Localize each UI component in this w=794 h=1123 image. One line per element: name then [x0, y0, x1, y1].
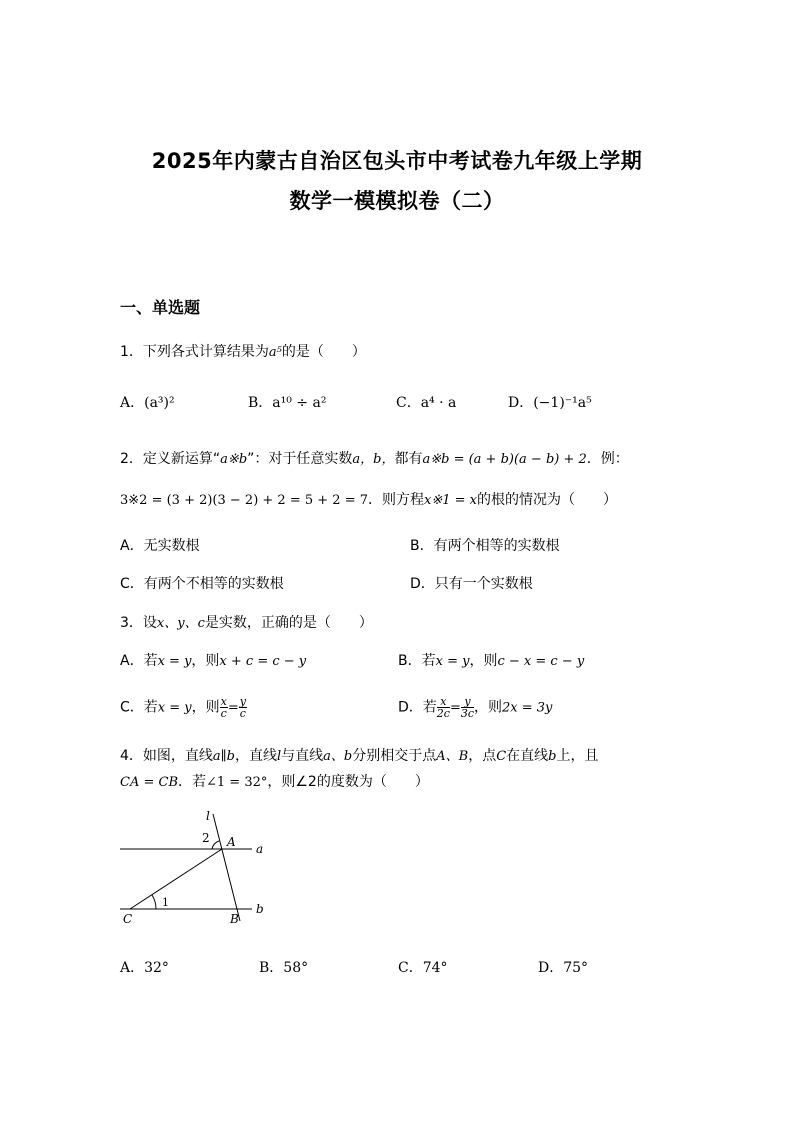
q4-line1-end: 上，且 [556, 748, 599, 764]
q3-c-eq: = [227, 700, 239, 716]
q4-line1-mid3: 分别相交于点 [352, 748, 437, 764]
q3-d-pre: D．若 [398, 699, 437, 716]
q2-line-1 [120, 448, 629, 468]
q4-line-l: l [277, 749, 282, 764]
q3-d-eq: = [449, 700, 461, 716]
q3-stem-vars: x、y、c [156, 616, 205, 631]
q2-equation: x※1 = x [424, 493, 477, 508]
q4-line1-pre: 4．如图，直线 [120, 748, 213, 764]
q3-d-frac2-den: 3c [460, 707, 475, 720]
q2-line1-pre: 2．定义新运算“ [120, 451, 221, 467]
angle-2-arc [212, 841, 219, 849]
q1-option-a: A．(a³)² [120, 395, 175, 411]
label-point-c: C [123, 912, 133, 926]
q4-angle-1: ∠1 = 32° [206, 775, 268, 790]
q4-line-1 [120, 745, 598, 765]
title-line-2: 数学一模模拟卷（二） [289, 189, 505, 213]
q3-option-b [398, 650, 584, 670]
q3-d-result: 2x = 3y [502, 700, 553, 716]
q4-option-d: D．75° [538, 960, 589, 976]
q1-stem-pre: 1．下列各式计算结果为 [120, 344, 269, 360]
q2-operator: a※b [220, 452, 248, 467]
q2-line1-mid: ”：对于任意实数 [247, 451, 353, 467]
q3-d-frac2-num: y [461, 696, 474, 708]
q2-option-d: D．只有一个实数根 [410, 576, 533, 592]
q3-option-d [398, 696, 552, 719]
q3-c-then: ，则 [191, 699, 220, 716]
q3-a-cond: x = y [157, 654, 192, 669]
q2-line1-have: 都有 [394, 451, 423, 467]
q1-option-b: B．a¹⁰ ÷ a² [248, 395, 327, 411]
q3-b-then: ，则 [469, 653, 498, 669]
q3-a-then: ，则 [191, 653, 220, 669]
q2-option-c: C．有两个不相等的实数根 [120, 576, 284, 592]
label-l: l [206, 809, 210, 823]
q4-line1-mid: ，直线 [235, 748, 277, 764]
q3-d-frac1-den: 2c [436, 707, 450, 720]
q4-line1-mid5: 在直线 [506, 748, 549, 764]
q3-c-pre: C．若 [120, 699, 158, 716]
q1-stem [120, 341, 366, 361]
q3-stem-pre: 3．设 [120, 615, 157, 631]
q3-c-frac2-den: c [239, 707, 246, 720]
q4-geometry-figure [110, 806, 280, 931]
angle-1-arc [152, 895, 156, 909]
q2-line2-post: ．则方程 [368, 492, 424, 508]
label-line-b: b [256, 902, 264, 916]
q2-definition: a※b = (a + b)(a − b) + 2 [422, 452, 587, 467]
q3-b-result: c − x = c − y [497, 654, 585, 669]
q3-a-pre: A．若 [120, 653, 158, 669]
q3-c-fraction-1 [220, 696, 228, 719]
q4-points-ab: A、B [436, 749, 469, 764]
q2-example: 3※2 = (3 + 2)(3 − 2) + 2 = 5 + 2 = 7 [120, 493, 368, 508]
label-angle-1: 1 [162, 896, 169, 909]
q3-stem [120, 612, 373, 632]
q4-parallel: a∥b [212, 749, 235, 764]
q4-ca-cb: CA = CB [120, 775, 178, 790]
q1-stem-expr: a⁵ [268, 345, 282, 360]
q3-option-c [120, 696, 247, 719]
q3-option-a [120, 650, 306, 670]
q4-option-b: B．58° [259, 960, 309, 976]
q2-option-a: A．无实数根 [120, 538, 200, 554]
title-line-1: 2025年内蒙古自治区包头市中考试卷九年级上学期 [151, 149, 643, 173]
q4-line-2 [120, 771, 429, 791]
q4-line2-end: ，则∠2的度数为（ ） [267, 774, 429, 790]
q4-point-c: C [496, 749, 507, 764]
q2-line2-end: 的根的情况为（ ） [476, 492, 617, 508]
segment-ca [130, 849, 222, 909]
q3-c-frac1-num: x [220, 695, 227, 708]
q1-stem-post: 的是（ ） [281, 344, 366, 360]
q3-d-fraction-1 [437, 696, 450, 719]
label-point-b: B [230, 912, 239, 926]
q3-c-frac2-num: y [239, 695, 246, 708]
q4-line1-mid4: ，点 [468, 748, 497, 764]
label-point-a: A [227, 835, 236, 849]
q1-option-d: D．(−1)⁻¹a⁵ [508, 395, 592, 411]
q3-d-frac1-num: x [437, 696, 450, 708]
q3-a-result: x + c = c − y [219, 654, 307, 669]
q4-line1-mid2: 与直线 [281, 748, 324, 764]
q2-option-b: B．有两个相等的实数根 [410, 538, 560, 554]
q4-lines-ab: a、b [323, 749, 353, 764]
q3-b-cond: x = y [435, 654, 470, 669]
q1-option-c: C．a⁴ · a [396, 395, 457, 411]
q4-option-a: A．32° [120, 960, 169, 976]
label-angle-2: 2 [202, 831, 210, 845]
q3-d-then: ，则 [474, 699, 503, 716]
q3-c-cond: x = y [157, 700, 192, 716]
line-l [213, 814, 240, 921]
q3-stem-post: 是实数，正确的是（ ） [204, 615, 373, 631]
q3-b-pre: B．若 [398, 653, 436, 669]
q2-line1-eg: ．例： [586, 451, 629, 467]
q2-line-2 [120, 489, 617, 509]
q4-line2-mid: ．若 [178, 774, 206, 790]
label-line-a: a [256, 842, 264, 856]
q3-c-frac1-den: c [220, 707, 227, 720]
q3-c-fraction-2 [239, 696, 247, 719]
q3-d-fraction-2 [461, 696, 474, 719]
q4-option-c: C．74° [398, 960, 448, 976]
section-heading-single-choice: 一、单选题 [120, 298, 201, 317]
q2-line1-vars: a，b， [352, 452, 395, 467]
q4-line-b: b [548, 749, 557, 764]
